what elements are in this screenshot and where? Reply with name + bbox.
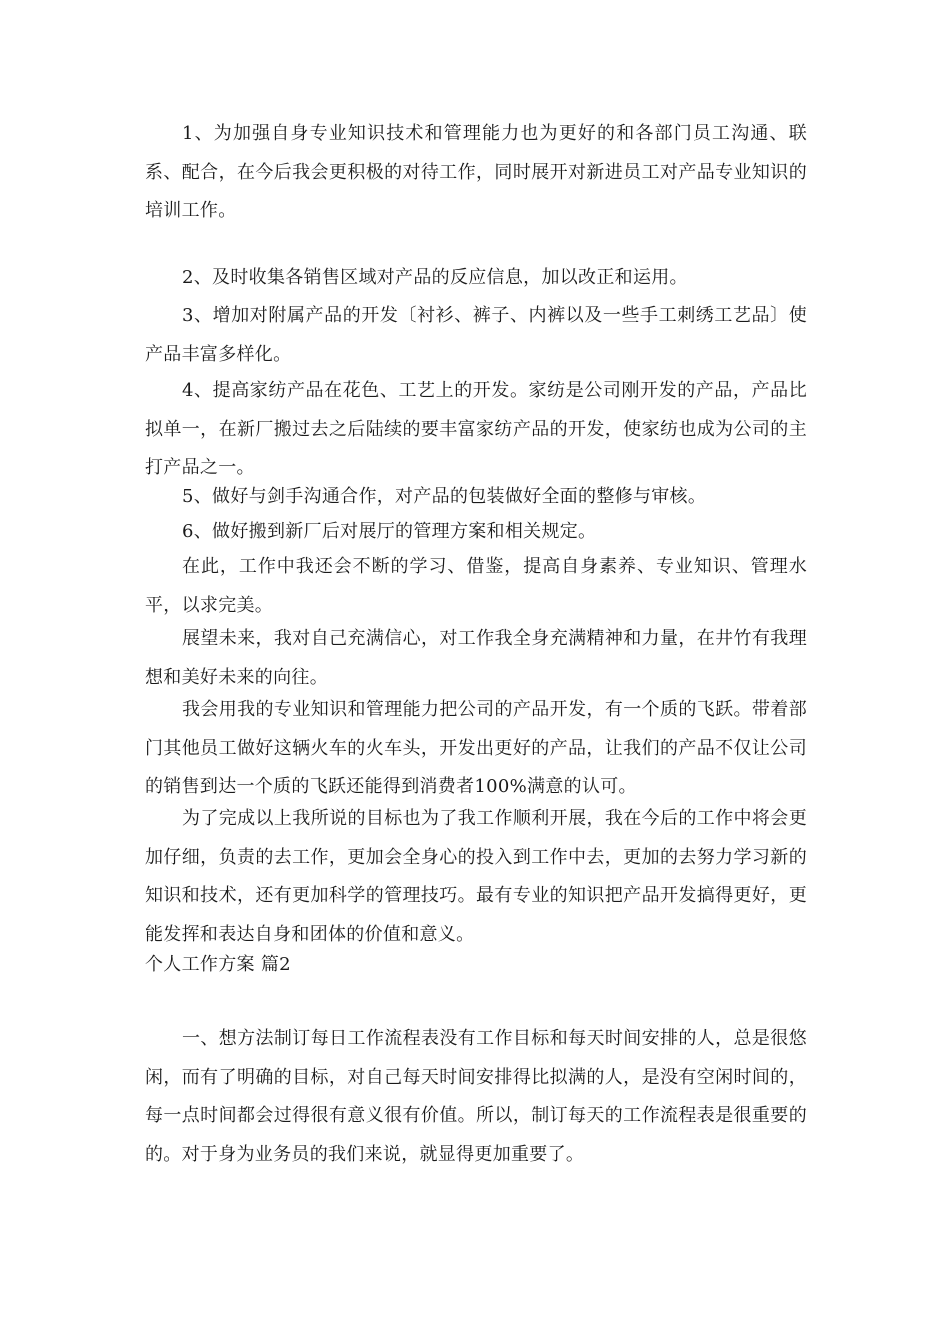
paragraph-item-1: 1、为加强自身专业知识技术和管理能力也为更好的和各部门员工沟通、联系、配合，在今后我会更积极的对待工作，同时展开对新进员工对产品专业知识的培训工作。 [145,123,807,221]
paragraph-item-6: 6、做好搬到新厂后对展厅的管理方案和相关规定。 [182,521,597,542]
section2-paragraph-1: 一、想方法制订每日工作流程表没有工作目标和每天时间安排的人，总是很悠闲，而有了明确的目标，对自己每天时间安排得比拟满的人，是没有空闲时间的，每一点时间都会过得很有意义很有价值。所以，制订每天的工作流程表是很重要的的。对于身为业务员的我们来说，就显得更加重要了。 [145,1028,807,1165]
paragraph-commitment: 我会用我的专业知识和管理能力把公司的产品开发，有一个质的飞跃。带着部门其他员工做好这辆火车的火车头，开发出更好的产品，让我们的产品不仅让公司的销售到达一个质的飞跃还能得到消费者100%满意的认可。 [145,699,807,797]
section-heading: 个人工作方案 篇2 [145,954,291,975]
paragraph-item-5: 5、做好与剑手沟通合作，对产品的包装做好全面的整修与审核。 [182,486,707,507]
paragraph-outlook: 展望未来，我对自己充满信心，对工作我全身充满精神和力量，在井竹有我理想和美好未来的向往。 [145,628,807,688]
paragraph-goals: 为了完成以上我所说的目标也为了我工作顺利开展，我在今后的工作中将会更加仔细，负责的去工作，更加会全身心的投入到工作中去，更加的去努力学习新的知识和技术，还有更加科学的管理技巧。最有专业的知识把产品开发搞得更好，更能发挥和表达自身和团体的价值和意义。 [145,808,807,945]
paragraph-item-4: 4、提高家纺产品在花色、工艺上的开发。家纺是公司刚开发的产品，产品比拟单一，在新厂搬过去之后陆续的要丰富家纺产品的开发，使家纺也成为公司的主打产品之一。 [145,380,807,478]
paragraph-reflection: 在此，工作中我还会不断的学习、借鉴，提高自身素养、专业知识、管理水平，以求完美。 [145,556,807,616]
paragraph-item-2: 2、及时收集各销售区域对产品的反应信息，加以改正和运用。 [182,267,688,288]
paragraph-item-3: 3、增加对附属产品的开发〔衬衫、裤子、内裤以及一些手工刺绣工艺品〕使产品丰富多样化。 [145,305,807,365]
